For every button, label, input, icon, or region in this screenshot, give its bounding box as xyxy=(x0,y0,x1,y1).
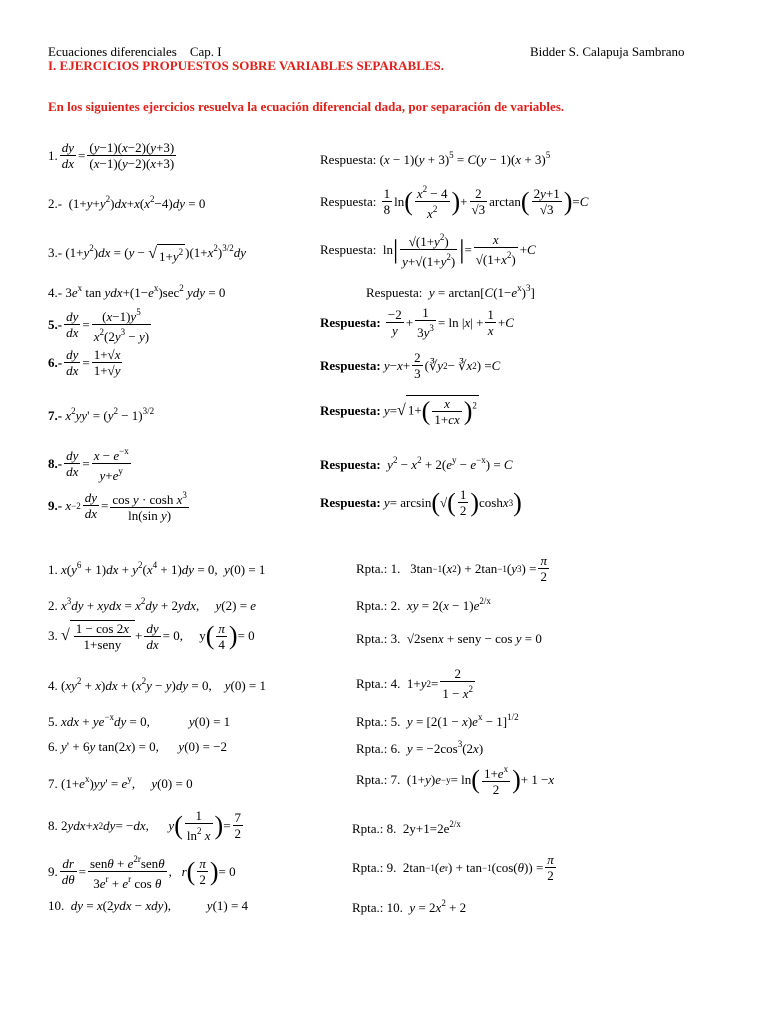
ivp-answer-8: Rpta.: 8. $2y+1=2e^{2/x}$ xyxy=(352,819,461,836)
exercise-9: 9.- x −2 $\frac{dy}{dx}$ = $\frac{\cos y \cdot \cosh x^3}{\text{ln(sin y)}}$ xyxy=(48,490,187,523)
exercise-1: 1. $\frac{dy}{dx}$ = $\frac{(y-1)(x-2)(y+3)}{(x-1)(y-2)(x+3)}$ xyxy=(48,140,175,171)
ivp-answer-2: Rpta.: 2. xy = $2(x - 1)e^{2/x}$ xyxy=(356,596,491,613)
header-author: Bidder S. Calapuja Sambrano xyxy=(530,44,685,59)
ivp-10: 10. dy = x(2ydx − xdy), y(1) = 4 xyxy=(48,898,249,913)
exercise-7: 7.- $x^2yy' = (y^2 - 1)^{3/2}$ xyxy=(48,406,155,423)
ivp-answer-7: Rpta.: 7. (1+ y ) e −y = ln ( $\frac{1+e^x}{2}$ ) + 1 − x xyxy=(356,764,555,797)
ivp-1: 1. $x(y^6 + 1)dx + y^2(x^4 + 1)dy = 0$, y(0) = 1 xyxy=(48,560,266,577)
ivp-answer-1: Rpta.: 1. 3tan −1 ( x 2 ) + 2tan −1 ( y 3 ) = $\frac{\pi}{2}$ xyxy=(356,553,547,584)
answer-8: Respuesta: $y^2 - x^2 + 2(e^y - e^{-x}) = C$ xyxy=(320,455,513,472)
header-course: Ecuaciones diferenciales Cap. I xyxy=(48,44,222,59)
ivp-2: 2. $x^3dy$ + xydx = $x^2dy + 2ydx$, y(2) = e xyxy=(48,596,257,613)
exercise-5: 5.- $\frac{dy}{dx}$ = $\frac{(x-1)y^5}{x^2(2y^3 - y)}$ xyxy=(48,307,150,344)
ivp-7: 7. $(1+e^x)yy' = e^y$, y(0) = 0 xyxy=(48,774,193,791)
section-title: I. EJERCICIOS PROPUESTOS SOBRE VARIABLES SEPARABLES. xyxy=(48,58,445,73)
answer-7: Respuesta: y = √ 1+( $\frac{x}{1+cx}$ )$^2$ xyxy=(320,396,477,427)
ivp-answer-9: Rpta.: 9. 2tan −1 ( e r ) + tan −1 (cos( θ )) = $\frac{\pi}{2}$ xyxy=(352,852,554,883)
header-chapter: Cap. I xyxy=(189,44,222,59)
ivp-answer-4: Rpta.: 4. 1+ y 2 = $\frac{2}{1 - x^2}$ xyxy=(356,666,474,701)
answer-2: Respuesta: $\frac{1}{8}$ ln ( $\frac{x^2 - 4}{x^2}$ ) + $\frac{2}{√3}$ arctan ( $\frac{2y+1}{√3}$ ) = C xyxy=(320,184,589,221)
ivp-3: 3. √ $\frac{1 - \cos 2x}{\text{1+seny}}$ + $\frac{dy}{dx}$ = 0, y ( $\frac{\pi}{4}$ ) = 0 xyxy=(48,620,255,652)
exercise-3: 3.- $(1+y^2)dx = (y$ − √ $1+y^2$ )$(1+x^2)^{3/2}dy$ xyxy=(48,243,247,265)
ivp-5: 5. xdx + $ye^{-x}dy = 0$, y(0) = 1 xyxy=(48,712,231,729)
answer-6: Respuesta: y − x + $\frac{2}{3}$ (∛ y 2 − ∛ x 2 ) = C xyxy=(320,350,501,381)
ivp-answer-5: Rpta.: 5. $y = [2(1 - x)e^x - 1]^{1/2}$ xyxy=(356,712,519,729)
ivp-6: 6. y' + 6y tan(2x) = 0, y(0) = −2 xyxy=(48,739,228,754)
answer-4: Respuesta: $y = \arctan[C(1-e^x)^3]$ xyxy=(366,283,535,300)
ivp-9: 9. $\frac{dr}{d\theta}$ = $\frac{sen\theta + e^{2r}sen\theta}{3e^r + e^r \cos \theta}$ , r ( $\frac{\pi}{2}$ ) = 0 xyxy=(48,854,236,891)
ivp-answer-10: Rpta.: 10. $y = 2x^2 + 2$ xyxy=(352,898,467,915)
exercise-8: 8.- $\frac{dy}{dx}$ = $\frac{x - e^{-x}}{y+e^y}$ xyxy=(48,446,129,483)
ivp-8: 8. 2 ydx + x 2 dy = − dx , y ( $\frac{1}{\ln^2 x}$ ) = $\frac{7}{2}$ xyxy=(48,808,242,843)
exercise-6: 6.- $\frac{dy}{dx}$ = $\frac{1+√x}{1+√y}$ xyxy=(48,347,121,378)
answer-1: Respuesta: $(x - 1)(y + 3)^5 = C(y - 1)(x + 3)^5$ xyxy=(320,150,551,167)
instructions: En los siguientes ejercicios resuelva la ecuación diferencial dada, por separación de variables. xyxy=(48,99,565,114)
ivp-4: 4. $(xy^2 + x)dx + (x^2y - y)dy = 0$, y(0) = 1 xyxy=(48,676,266,693)
answer-9: Respuesta: y = arcsin ( √ ( $\frac{1}{2}$ ) cosh x 3 ) xyxy=(320,487,522,518)
exercise-2: 2.- $(1+y+y^2)dx+x(x^2-4)dy = 0$ xyxy=(48,194,206,211)
ivp-answer-3: Rpta.: 3. √2senx + seny − cos y = 0 xyxy=(356,631,542,646)
ivp-answer-6: Rpta.: 6. $y = -2\cos^3(2x)$ xyxy=(356,739,484,756)
answer-5: Respuesta: $\frac{-2}{y}$ + $\frac{1}{3y^3}$ = ln | x | + $\frac{1}{x}$ + C xyxy=(320,305,514,340)
answer-3: Respuesta: ln | $\frac{√(1+y^2)}{y+√(1+y^2)}$ | = $\frac{x}{√(1+x^2)}$ + C xyxy=(320,232,536,269)
exercise-number: 1. xyxy=(48,147,58,163)
exercise-4: 4.- $3e^x$ $\tan ydx+(1-e^x)\sec^2$ ydy = 0 xyxy=(48,283,226,300)
